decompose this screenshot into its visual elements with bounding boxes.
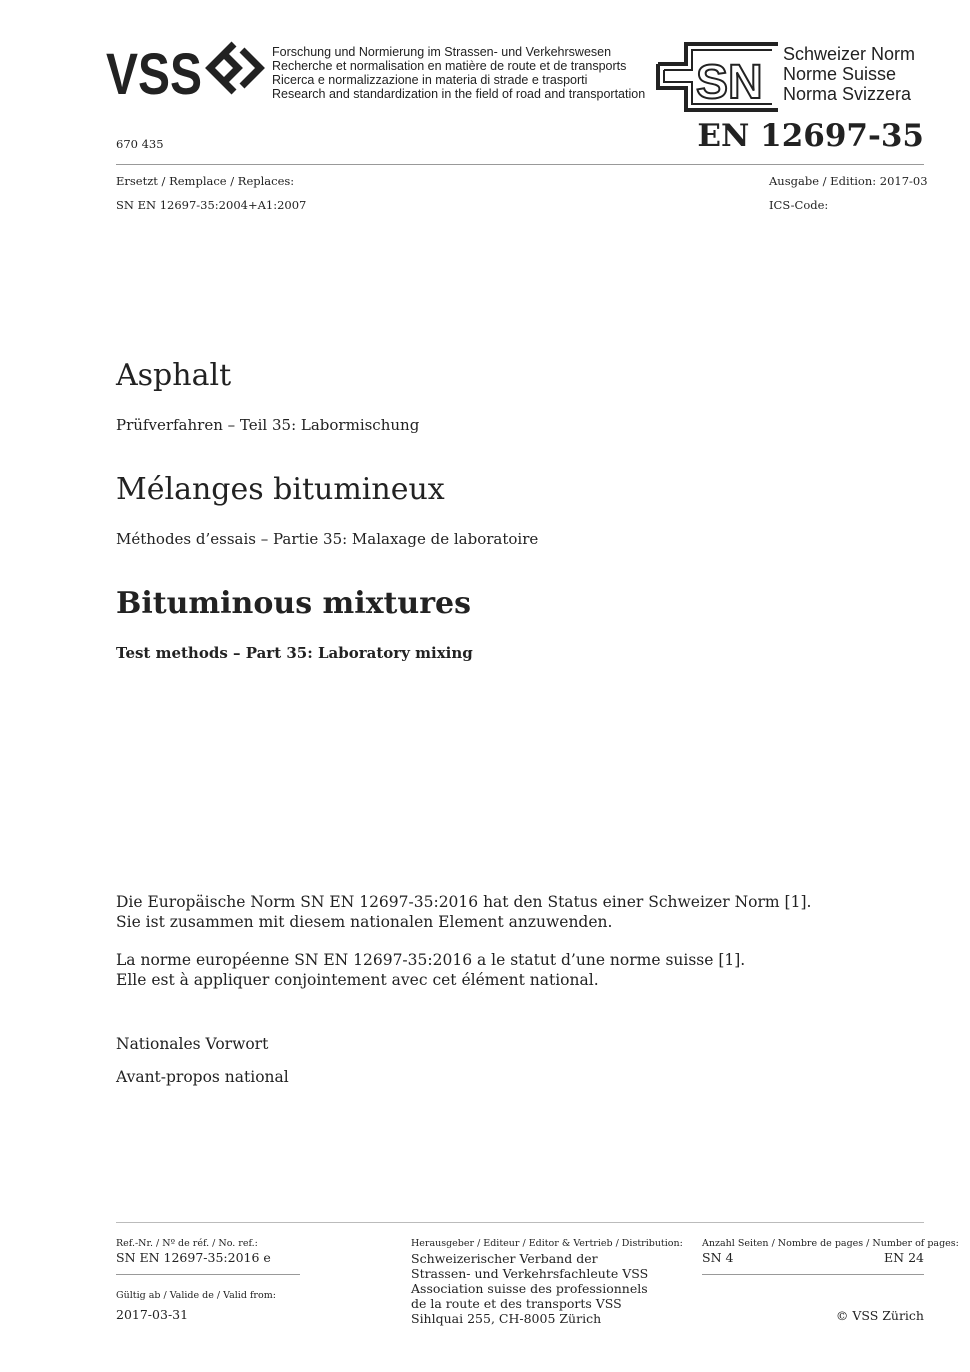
vss-logo-graphic — [106, 40, 266, 100]
valid-label: Gültig ab / Valide de / Valid from: — [116, 1290, 276, 1301]
text-line: Research and standardization in the field of road and transportation — [272, 87, 646, 101]
vss-logo-letters: VSS — [106, 42, 202, 100]
status-paragraph-de — [116, 892, 811, 932]
text-line: Ricerca e normalizzazione in materia di strade e trasporti — [272, 73, 588, 87]
replaces-label: Ersetzt / Remplace / Replaces: — [116, 174, 295, 188]
subtitle-de: Prüfverfahren – Teil 35: Labormischung — [116, 416, 420, 434]
text-line: Norme Suisse — [783, 64, 897, 84]
text-line: Die Europäische Norm SN EN 12697-35:2016 hat den Status einer Schweizer Norm [1]. — [116, 893, 812, 911]
text-line: Sie ist zusammen mit diesem nationalen Element anzuwenden. — [116, 913, 613, 931]
ref-label: Ref.-Nr. / Nº de réf. / No. ref.: — [116, 1238, 258, 1249]
title-fr: Mélanges bitumineux — [116, 472, 445, 507]
text-line: Schweizer Norm — [783, 44, 916, 64]
swiss-cross-icon — [656, 42, 778, 112]
text-line: Recherche et normalisation en matière de route et de transports — [272, 59, 627, 73]
sn-logo-letters: SN — [696, 56, 763, 109]
foreword-fr: Avant-propos national — [116, 1068, 289, 1086]
subtitle-en: Test methods – Part 35: Laboratory mixing — [116, 644, 473, 662]
replaces-value: SN EN 12697-35:2004+A1:2007 — [116, 198, 307, 212]
sn-logo — [656, 42, 778, 112]
sn-tagline — [783, 44, 915, 104]
ref-value: SN EN 12697-35:2016 e — [116, 1250, 271, 1265]
text-line: Association suisse des professionnels — [411, 1281, 648, 1296]
copyright: © VSS Zürich — [835, 1308, 924, 1323]
text-line: Strassen- und Verkehrsfachleute VSS — [411, 1266, 649, 1281]
pages-rule — [702, 1274, 924, 1275]
pages-label: Anzahl Seiten / Nombre de pages / Number of pages: — [702, 1238, 959, 1249]
vss-tagline — [272, 45, 645, 101]
publisher-label: Herausgeber / Editeur / Editor & Vertrieb / Distribution: — [411, 1238, 683, 1249]
vss-logo — [106, 40, 266, 100]
subtitle-fr: Méthodes d’essais – Partie 35: Malaxage de laboratoire — [116, 530, 539, 548]
valid-value: 2017-03-31 — [116, 1307, 189, 1322]
text-line: Elle est à appliquer conjointement avec cet élément national. — [116, 971, 599, 989]
text-line: de la route et des transports VSS — [411, 1296, 622, 1311]
title-en: Bituminous mixtures — [116, 586, 472, 621]
text-line: Norma Svizzera — [783, 84, 912, 104]
header-rule — [116, 164, 924, 165]
title-de: Asphalt — [116, 358, 232, 393]
footer-rule — [116, 1222, 924, 1223]
doc-number: 670 435 — [116, 137, 164, 151]
text-line: Forschung und Normierung im Strassen- und Verkehrswesen — [272, 45, 612, 59]
publisher-address — [411, 1251, 648, 1326]
edition: Ausgabe / Edition: 2017-03 — [769, 174, 928, 188]
foreword-de: Nationales Vorwort — [116, 1035, 269, 1053]
ics-code: ICS-Code: — [769, 198, 829, 212]
ref-rule — [116, 1274, 300, 1275]
pages-sn: SN 4 — [702, 1250, 734, 1265]
standard-id: EN 12697-35 — [697, 118, 924, 154]
pages-en: EN 24 — [884, 1250, 924, 1265]
text-line: La norme européenne SN EN 12697-35:2016 a le statut d’une norme suisse [1]. — [116, 951, 746, 969]
text-line: Sihlquai 255, CH-8005 Zürich — [411, 1311, 602, 1326]
status-paragraph-fr — [116, 950, 745, 990]
text-line: Schweizerischer Verband der — [411, 1251, 598, 1266]
